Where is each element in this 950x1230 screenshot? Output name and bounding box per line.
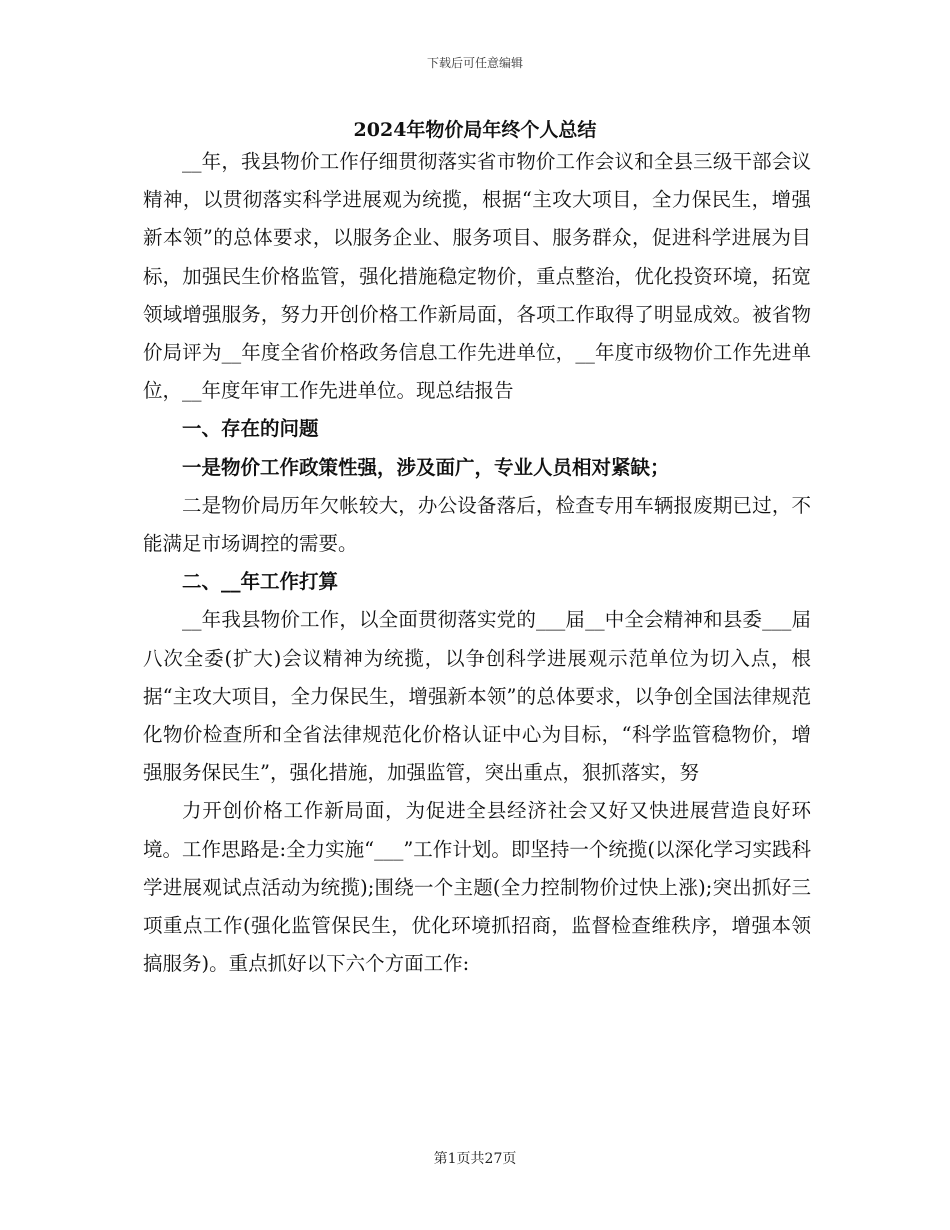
intro-paragraph: __年，我县物价工作仔细贯彻落实省市物价工作会议和全县三级干部会议精神，以贯彻落实科学进展观为统揽，根据“主攻大项目，全力保民生，增强新本领”的总体要求，以服务企业、服务项目、服务群众，促进科学进展为目标，加强民生价格监管，强化措施稳定物价，重点整治，优化投资环境，拓宽领域增强服务，努力开创价格工作新局面，各项工作取得了明显成效。被省物价局评为__年度全省价格政务信息工作先进单位，__年度市级物价工作先进单位，__年度年审工作先进单位。现总结报告: [143, 150, 811, 403]
page-header-note: 下载后可任意编辑: [426, 56, 523, 70]
problem-point-two: 二是物价局历年欠帐较大，办公设备落后，检查专用车辆报废期已过，不能满足市场调控的需要。: [143, 493, 811, 556]
plans-paragraph: __年我县物价工作，以全面贯彻落实党的___届__中全会精神和县委___届八次全委(扩大)会议精神为统揽，以争创科学进展观示范单位为切入点，根据“主攻大项目，全力保民生，增强新本领”的总体要求，以争创全国法律规范化物价检查所和全省法律规范化价格认证中心为目标，“科学监管稳物价，增强服务保民生”，强化措施，加强监管，突出重点，狠抓落实，努: [143, 608, 811, 785]
section-heading-plans: 二、__年工作打算: [182, 570, 339, 594]
document-body: [143, 143, 811, 983]
plans-paragraph-continued: 力开创价格工作新局面，为促进全县经济社会又好又快进展营造良好环境。工作思路是:全力实施“___”工作计划。即坚持一个统揽(以深化学习实践科学进展观试点活动为统揽);围绕一个主题(全力控制物价过快上涨);突出抓好三项重点工作(强化监管保民生，优化环境抓招商，监督检查维秩序，增强本领搞服务)。重点抓好以下六个方面工作:: [143, 799, 811, 976]
page-number-footer: 第1页共27页: [433, 1151, 517, 1167]
document-title: 2024年物价局年终个人总结: [353, 119, 597, 141]
problem-point-one: 一是物价工作政策性强，涉及面广，专业人员相对紧缺；: [182, 455, 670, 479]
section-heading-problems: 一、存在的问题: [182, 417, 319, 441]
